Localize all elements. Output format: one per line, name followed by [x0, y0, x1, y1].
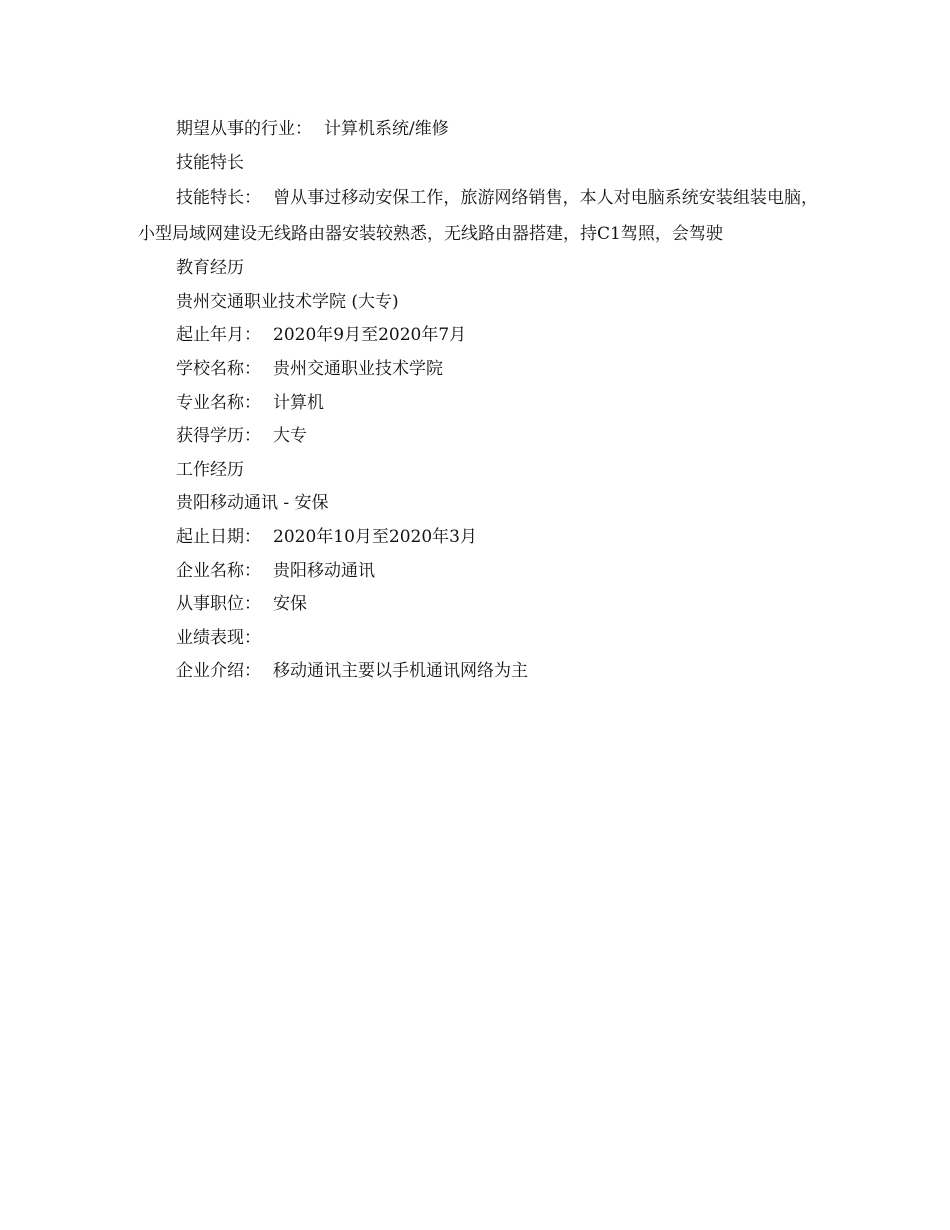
industry-label: 期望从事的行业： — [176, 119, 312, 139]
degree-label: 获得学历： — [176, 426, 261, 447]
skills-value: 曾从事过移动安保工作，旅游网络销售，本人对电脑系统安装组装电脑，小型局域网建设无线路由器安装较熟悉，无线路由器搭建，持C1驾照，会驾驶 — [138, 188, 819, 245]
company-intro-value: 移动通讯主要以手机通讯网络为主 — [273, 661, 528, 682]
company-label: 企业名称： — [176, 560, 261, 581]
company-row — [138, 555, 818, 589]
education-heading: 教育经历 — [176, 258, 244, 279]
performance-label: 业绩表现： — [176, 627, 261, 648]
performance-row — [138, 622, 818, 656]
school-value: 贵州交通职业技术学院 — [273, 358, 443, 379]
skills-heading: 技能特长 — [176, 152, 244, 173]
position-value: 安保 — [273, 594, 307, 615]
resume-document — [138, 113, 818, 689]
position-label: 从事职位： — [176, 594, 261, 615]
degree-row — [138, 420, 818, 454]
education-period-row — [138, 319, 818, 353]
work-heading: 工作经历 — [176, 459, 244, 480]
education-period-value: 2020年9月至2020年7月 — [273, 325, 467, 346]
education-period-label: 起止年月： — [176, 325, 261, 346]
skills-paragraph — [138, 180, 818, 252]
company-intro-label: 企业介绍： — [176, 661, 261, 682]
company-intro-row — [138, 655, 818, 689]
work-period-value: 2020年10月至2020年3月 — [273, 526, 477, 547]
position-row — [138, 588, 818, 622]
skills-label: 技能特长： — [176, 188, 262, 209]
degree-value: 大专 — [273, 426, 307, 447]
major-label: 专业名称： — [176, 392, 261, 413]
work-period-row — [138, 521, 818, 555]
work-title: 贵阳移动通讯 - 安保 — [176, 493, 329, 514]
major-value: 计算机 — [273, 392, 324, 413]
industry-row — [138, 113, 818, 147]
company-value: 贵阳移动通讯 — [273, 560, 375, 581]
school-row — [138, 353, 818, 387]
school-label: 学校名称： — [176, 358, 261, 379]
work-period-label: 起止日期： — [176, 526, 261, 547]
major-row — [138, 387, 818, 421]
industry-value: 计算机系统/维修 — [324, 119, 449, 139]
education-title: 贵州交通职业技术学院 (大专) — [176, 291, 399, 312]
